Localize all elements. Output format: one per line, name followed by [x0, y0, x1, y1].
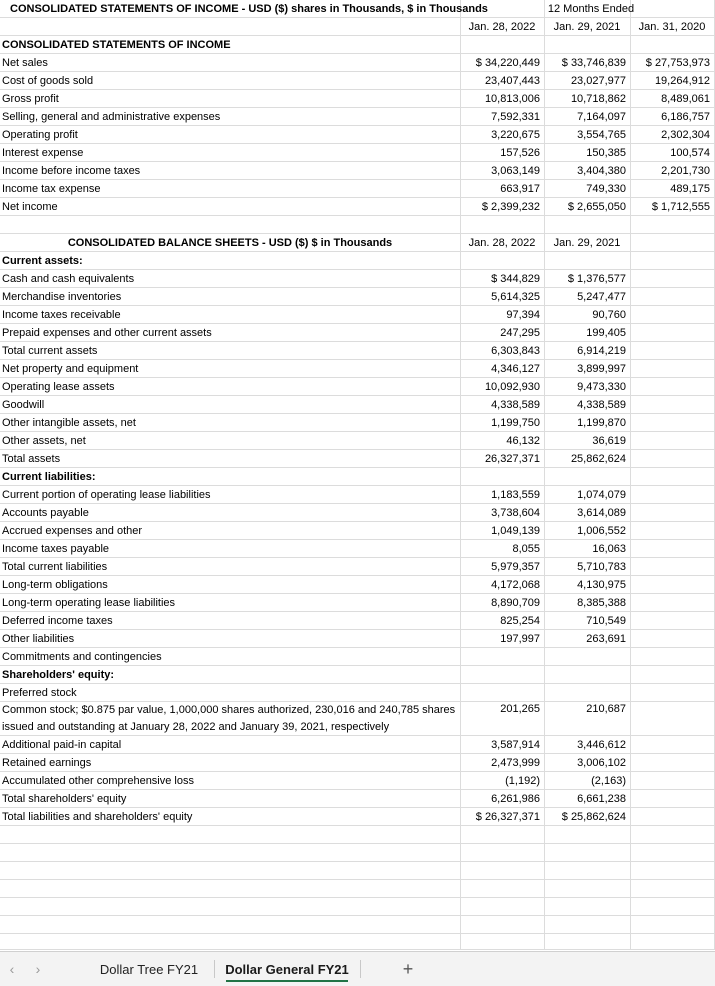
balance-value-2022[interactable]: $ 26,327,371 — [475, 810, 540, 823]
balance-value-2022[interactable]: 6,261,986 — [491, 792, 540, 805]
income-value-2021[interactable]: 150,385 — [586, 146, 626, 159]
income-value-2020[interactable]: 2,302,304 — [661, 128, 710, 141]
balance-row — [0, 684, 715, 702]
balance-row — [0, 540, 715, 558]
balance-value-2022[interactable]: 4,338,589 — [491, 398, 540, 411]
period-header[interactable]: 12 Months Ended — [547, 2, 635, 15]
balance-row — [0, 252, 715, 270]
chevron-right-icon[interactable]: › — [35, 961, 41, 977]
balance-row-label[interactable]: Prepaid expenses and other current assets — [2, 326, 212, 339]
balance-value-2021[interactable]: 6,661,238 — [577, 792, 626, 805]
income-value-2021[interactable]: 10,718,862 — [570, 92, 626, 105]
income-value-2022[interactable]: 157,526 — [500, 146, 540, 159]
balance-row-label[interactable]: Accounts payable — [2, 506, 89, 519]
empty-row — [0, 844, 715, 862]
balance-value-2021[interactable]: 210,687 — [586, 703, 626, 715]
balance-value-2021[interactable]: 1,199,870 — [577, 416, 626, 429]
balance-value-2021[interactable]: 25,862,624 — [570, 452, 626, 465]
balance-row-label[interactable]: Income taxes payable — [2, 542, 110, 555]
income-row-label[interactable]: Operating profit — [2, 128, 78, 141]
balance-row — [0, 522, 715, 540]
balance-row-label[interactable]: Total liabilities and shareholders' equity — [2, 810, 193, 823]
income-row-label[interactable]: Income tax expense — [2, 182, 101, 195]
balance-row-label[interactable]: Shareholders' equity: — [2, 668, 115, 681]
income-row — [0, 126, 715, 144]
income-row — [0, 108, 715, 126]
balance-row-label[interactable]: Total shareholders' equity — [2, 792, 127, 805]
balance-value-2021[interactable]: 3,614,089 — [577, 506, 626, 519]
balance-row — [0, 612, 715, 630]
balance-value-2022[interactable]: 2,473,999 — [491, 756, 540, 769]
balance-row-label[interactable]: Merchandise inventories — [2, 290, 122, 303]
balance-row — [0, 736, 715, 754]
income-value-2022[interactable]: 23,407,443 — [484, 74, 540, 87]
balance-value-2021[interactable] — [546, 648, 628, 665]
income-value-2022[interactable]: 663,917 — [500, 182, 540, 195]
balance-value-2022[interactable]: 1,199,750 — [491, 416, 540, 429]
balance-row — [0, 270, 715, 288]
balance-value-2022[interactable] — [462, 468, 542, 485]
balance-value-2022[interactable]: 4,346,127 — [491, 362, 540, 375]
balance-value-2021[interactable]: 263,691 — [586, 632, 626, 645]
balance-row — [0, 432, 715, 450]
income-date-header-row — [0, 18, 715, 36]
balance-row — [0, 630, 715, 648]
active-tab-underline — [226, 980, 348, 982]
income-row-label[interactable]: Net income — [2, 200, 58, 213]
balance-row — [0, 468, 715, 486]
income-value-2020[interactable]: 8,489,061 — [661, 92, 710, 105]
balance-row — [0, 576, 715, 594]
tab-dollar-tree-fy21[interactable] — [88, 952, 210, 986]
balance-row — [0, 324, 715, 342]
balance-row-label[interactable]: Deferred income taxes — [2, 614, 113, 627]
income-row-label[interactable]: Selling, general and administrative expenses — [2, 110, 221, 123]
balance-value-2021[interactable]: 16,063 — [592, 542, 626, 555]
balance-row-label[interactable]: Accrued expenses and other — [2, 524, 143, 537]
balance-value-2022[interactable]: 97,394 — [506, 308, 540, 321]
balance-row — [0, 702, 715, 736]
income-section-row — [0, 36, 715, 54]
income-section-label[interactable]: CONSOLIDATED STATEMENTS OF INCOME — [2, 38, 231, 51]
balance-value-2021[interactable]: (2,163) — [591, 774, 626, 787]
balance-value-2021[interactable]: 8,385,388 — [577, 596, 626, 609]
income-column-date[interactable]: Jan. 31, 2020 — [638, 20, 706, 33]
income-row — [0, 72, 715, 90]
balance-value-2022[interactable]: (1,192) — [505, 774, 540, 787]
balance-value-2022[interactable]: $ 344,829 — [491, 272, 540, 285]
balance-row-label[interactable]: Accumulated other comprehensive loss — [2, 774, 194, 787]
income-value-2020[interactable]: 6,186,757 — [661, 110, 710, 123]
income-value-2020[interactable]: $ 27,753,973 — [645, 56, 710, 69]
balance-value-2021[interactable]: 199,405 — [586, 326, 626, 339]
balance-row — [0, 790, 715, 808]
tab-divider — [214, 960, 215, 978]
balance-value-2021[interactable]: 6,914,219 — [577, 344, 626, 357]
income-value-2022[interactable]: $ 34,220,449 — [475, 56, 540, 69]
income-row — [0, 180, 715, 198]
balance-row — [0, 808, 715, 826]
balance-value-2022[interactable]: 8,890,709 — [491, 596, 540, 609]
balance-value-2021[interactable]: 710,549 — [586, 614, 626, 627]
balance-row-label[interactable]: Common stock; $0.875 par value, 1,000,000 shares authorized, 230,016 and 240,785 shares issued and outstanding at January 28, 2022 and January 39, 2021, respectively — [2, 704, 456, 733]
balance-value-2022[interactable] — [462, 684, 542, 701]
balance-row-label[interactable]: Retained earnings — [2, 756, 92, 769]
balance-row-label[interactable]: Operating lease assets — [2, 380, 115, 393]
balance-value-2021[interactable]: 4,130,975 — [577, 578, 626, 591]
balance-value-2021[interactable]: 5,247,477 — [577, 290, 626, 303]
income-value-2021[interactable]: 3,554,765 — [577, 128, 626, 141]
balance-value-2021[interactable]: 3,006,102 — [577, 756, 626, 769]
income-value-2022[interactable]: 7,592,331 — [491, 110, 540, 123]
income-value-2020[interactable]: 100,574 — [670, 146, 710, 159]
balance-row-label[interactable]: Current liabilities: — [2, 470, 96, 483]
income-value-2020[interactable]: 489,175 — [670, 182, 710, 195]
balance-value-2021[interactable]: 3,899,997 — [577, 362, 626, 375]
tab-divider — [360, 960, 361, 978]
income-value-2021[interactable]: $ 33,746,839 — [561, 56, 626, 69]
income-row — [0, 198, 715, 216]
balance-row-label[interactable]: Other intangible assets, net — [2, 416, 136, 429]
balance-value-2022[interactable]: 1,183,559 — [491, 488, 540, 501]
income-value-2022[interactable]: $ 2,399,232 — [481, 200, 540, 213]
income-value-2020[interactable]: 2,201,730 — [661, 164, 710, 177]
balance-row — [0, 306, 715, 324]
balance-value-2021[interactable]: 1,074,079 — [577, 488, 626, 501]
balance-row-label[interactable]: Goodwill — [2, 398, 45, 411]
balance-value-2022[interactable]: 5,979,357 — [491, 560, 540, 573]
balance-value-2022[interactable]: 4,172,068 — [491, 578, 540, 591]
balance-value-2021[interactable] — [546, 252, 628, 269]
balance-row — [0, 450, 715, 468]
balance-value-2022[interactable]: 6,303,843 — [491, 344, 540, 357]
balance-row-label[interactable]: Total current assets — [2, 344, 98, 357]
balance-row — [0, 594, 715, 612]
income-row — [0, 90, 715, 108]
balance-header-row — [0, 234, 715, 252]
balance-value-2021[interactable]: $ 25,862,624 — [561, 810, 626, 823]
balance-value-2022[interactable]: 247,295 — [500, 326, 540, 339]
income-column-date[interactable]: Jan. 28, 2022 — [468, 20, 536, 33]
balance-value-2022[interactable]: 201,265 — [500, 703, 540, 715]
balance-value-2021[interactable]: $ 1,376,577 — [567, 272, 626, 285]
income-value-2021[interactable]: 3,404,380 — [577, 164, 626, 177]
income-value-2021[interactable]: $ 2,655,050 — [567, 200, 626, 213]
empty-row — [0, 916, 715, 934]
empty-row — [0, 826, 715, 844]
empty-row — [0, 862, 715, 880]
balance-value-2021[interactable]: 90,760 — [592, 308, 626, 321]
balance-value-2022[interactable]: 26,327,371 — [484, 452, 540, 465]
balance-value-2022[interactable] — [462, 252, 542, 269]
balance-row — [0, 486, 715, 504]
income-value-2020[interactable]: $ 1,712,555 — [651, 200, 710, 213]
income-statement-title[interactable]: CONSOLIDATED STATEMENTS OF INCOME - USD ($) shares in Thousands, $ in Thousands — [10, 2, 488, 15]
tab-label: Dollar General FY21 — [225, 961, 349, 977]
empty-row — [0, 934, 715, 950]
balance-value-2022[interactable]: 3,738,604 — [491, 506, 540, 519]
balance-value-2022[interactable]: 825,254 — [500, 614, 540, 627]
balance-row-label[interactable]: Commitments and contingencies — [2, 650, 162, 663]
balance-value-2021[interactable]: 36,619 — [592, 434, 626, 447]
plus-icon: + — [402, 958, 414, 979]
balance-value-2021[interactable] — [546, 468, 628, 485]
balance-column-date[interactable]: Jan. 28, 2022 — [468, 236, 536, 249]
add-sheet-button[interactable] — [396, 952, 420, 986]
tab-label: Dollar Tree FY21 — [99, 961, 199, 977]
balance-row — [0, 396, 715, 414]
balance-value-2021[interactable] — [546, 666, 628, 683]
income-column-date[interactable]: Jan. 29, 2021 — [553, 20, 621, 33]
balance-value-2021[interactable] — [546, 684, 628, 701]
income-row — [0, 144, 715, 162]
balance-column-date[interactable]: Jan. 29, 2021 — [553, 236, 621, 249]
chevron-left-icon[interactable]: ‹ — [9, 961, 15, 977]
income-title-row — [0, 0, 715, 18]
balance-row-label[interactable]: Other liabilities — [2, 632, 75, 645]
balance-value-2021[interactable]: 1,006,552 — [577, 524, 626, 537]
balance-value-2021[interactable]: 4,338,589 — [577, 398, 626, 411]
balance-value-2022[interactable]: 10,092,930 — [484, 380, 540, 393]
income-row-label[interactable]: Interest expense — [2, 146, 84, 159]
balance-row-label[interactable]: Additional paid-in capital — [2, 738, 122, 751]
balance-row-label[interactable]: Long-term obligations — [2, 578, 108, 591]
balance-row-label[interactable]: Preferred stock — [2, 686, 77, 699]
empty-row — [0, 216, 715, 234]
balance-value-2022[interactable]: 46,132 — [506, 434, 540, 447]
balance-row — [0, 360, 715, 378]
income-value-2021[interactable]: 7,164,097 — [577, 110, 626, 123]
balance-row-label[interactable]: Cash and cash equivalents — [2, 272, 135, 285]
balance-row — [0, 772, 715, 790]
income-row-label[interactable]: Net sales — [2, 56, 48, 69]
income-row — [0, 54, 715, 72]
balance-row — [0, 754, 715, 772]
income-value-2022[interactable]: 3,220,675 — [491, 128, 540, 141]
balance-row — [0, 666, 715, 684]
balance-row — [0, 288, 715, 306]
balance-row-label[interactable]: Net property and equipment — [2, 362, 139, 375]
balance-value-2022[interactable]: 8,055 — [512, 542, 540, 555]
balance-row-label[interactable]: Current assets: — [2, 254, 83, 267]
income-row — [0, 162, 715, 180]
balance-value-2021[interactable]: 5,710,783 — [577, 560, 626, 573]
income-row-label[interactable]: Income before income taxes — [2, 164, 141, 177]
balance-value-2021[interactable]: 9,473,330 — [577, 380, 626, 393]
sheet-tab-bar — [0, 951, 715, 986]
balance-value-2021[interactable]: 3,446,612 — [577, 738, 626, 751]
balance-row — [0, 648, 715, 666]
income-value-2021[interactable]: 23,027,977 — [570, 74, 626, 87]
balance-row-label[interactable]: Income taxes receivable — [2, 308, 121, 321]
income-row-label[interactable]: Gross profit — [2, 92, 59, 105]
income-value-2022[interactable]: 3,063,149 — [491, 164, 540, 177]
balance-row — [0, 504, 715, 522]
balance-row-label[interactable]: Current portion of operating lease liabilities — [2, 488, 211, 501]
tab-dollar-general-fy21[interactable] — [216, 952, 358, 986]
balance-row-label[interactable]: Total assets — [2, 452, 61, 465]
balance-row — [0, 378, 715, 396]
balance-value-2022[interactable] — [462, 648, 542, 665]
income-value-2022[interactable]: 10,813,006 — [484, 92, 540, 105]
income-value-2021[interactable]: 749,330 — [586, 182, 626, 195]
balance-value-2022[interactable] — [462, 666, 542, 683]
empty-row — [0, 898, 715, 916]
income-row-label[interactable]: Cost of goods sold — [2, 74, 94, 87]
balance-row-label[interactable]: Long-term operating lease liabilities — [2, 596, 176, 609]
income-value-2020[interactable]: 19,264,912 — [654, 74, 710, 87]
balance-value-2022[interactable]: 3,587,914 — [491, 738, 540, 751]
balance-row — [0, 558, 715, 576]
empty-row — [0, 880, 715, 898]
balance-row — [0, 342, 715, 360]
balance-row — [0, 414, 715, 432]
balance-sheet-title[interactable]: CONSOLIDATED BALANCE SHEETS - USD ($) $ in Thousands — [67, 236, 393, 249]
balance-row-label[interactable]: Total current liabilities — [2, 560, 108, 573]
balance-value-2022[interactable]: 5,614,325 — [491, 290, 540, 303]
balance-value-2022[interactable]: 197,997 — [500, 632, 540, 645]
balance-row-label[interactable]: Other assets, net — [2, 434, 86, 447]
balance-value-2022[interactable]: 1,049,139 — [491, 524, 540, 537]
